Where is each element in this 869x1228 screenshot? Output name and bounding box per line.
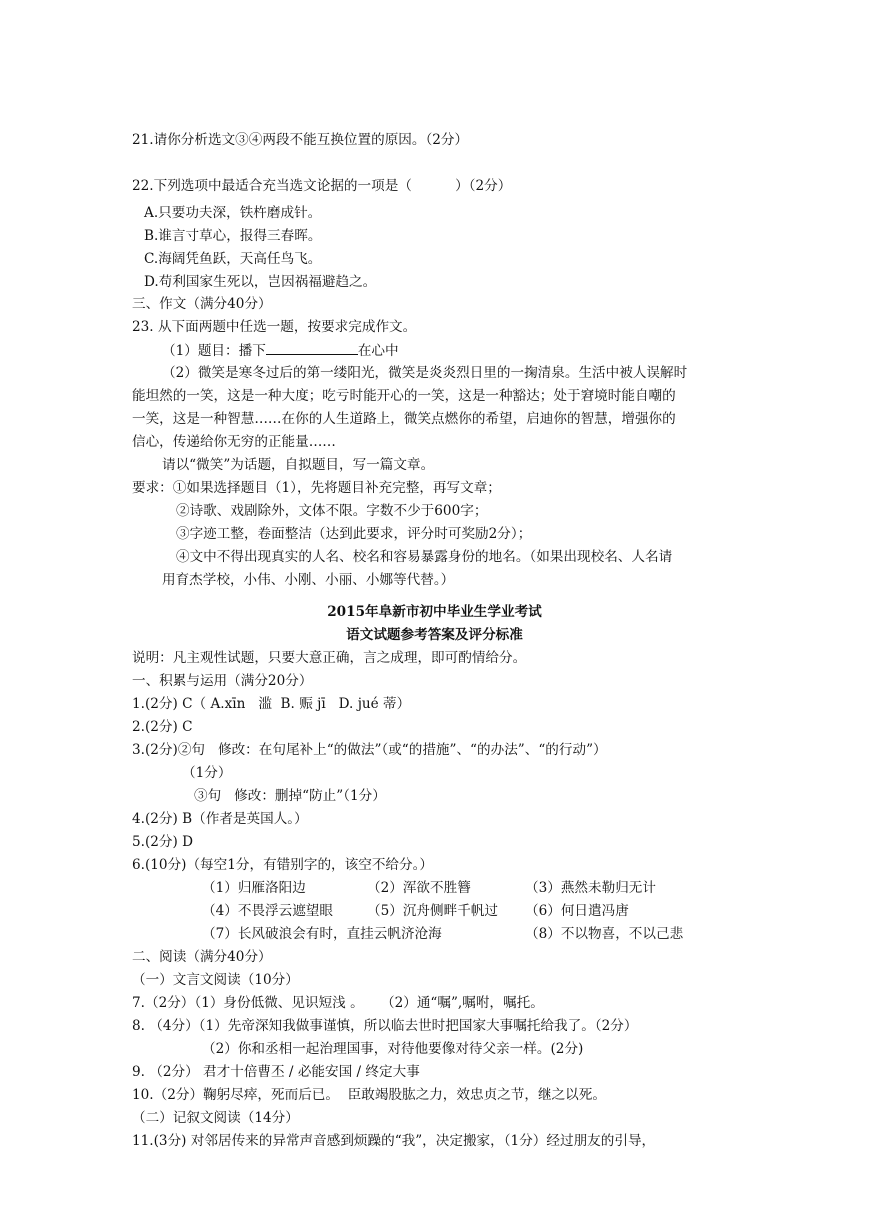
answer-6-item: （6）何日遣冯唐 (525, 903, 629, 919)
answer-2: 2.(2分) C (132, 719, 193, 735)
answer-3-score: （1分） (182, 765, 232, 781)
answer-11: 11.(3分) 对邻居传来的异常声音感到烦躁的“我”，决定搬家，（1分）经过朋友的引导， (132, 1133, 656, 1149)
answer-5: 5.(2分) D (132, 834, 194, 850)
requirement-line: ③字迹工整，卷面整洁（达到此要求，评分时可奖励2分）； (176, 526, 532, 542)
option-a: A.只要功夫深，铁杵磨成针。 (144, 205, 322, 221)
requirement-line: ④文中不得出现真实的人名、校名和容易暴露身份的地名。（如果出现校名、人名请 (176, 549, 673, 565)
part-2-heading: 二、阅读（满分40分） (132, 949, 272, 965)
answer-6-item: （5）沉舟侧畔千帆过 (367, 903, 498, 919)
option-b: B.谁言寸草心，报得三春晖。 (144, 228, 322, 244)
answer-6-item: （2）浑欲不胜簪 (367, 880, 471, 896)
essay-option-2-line: 能坦然的一笑，这是一种大度；吃亏时能开心的一笑，这是一种豁达；处于窘境时能自嘲的 (132, 388, 676, 404)
answer-6: 6.(10分)（每空1分，有错别字的，该空不给分。） (132, 857, 434, 873)
subsection-1-heading: （一）文言文阅读（10分） (132, 972, 299, 988)
requirement-line: 用育杰学校，小伟、小刚、小丽、小娜等代替。） (162, 572, 455, 588)
answer-6-item: （7）长风破浪会有时，直挂云帆济沧海 (202, 926, 442, 942)
answer-8: 8. （4分）（1）先帝深知我做事谨慎，所以临去世时把国家大事嘱托给我了。（2分） (132, 1018, 638, 1034)
option-c: C.海阔凭鱼跃，天高任鸟飞。 (144, 251, 322, 267)
essay-option-1 (162, 340, 399, 361)
section-3-heading: 三、作文（满分40分） (132, 296, 272, 312)
essay-option-1-suffix: 在心中 (357, 343, 399, 359)
scoring-note: 说明：凡主观性试题，只要大意正确，言之成理，即可酌情给分。 (132, 650, 527, 666)
answer-6-item: （4）不畏浮云遮望眼 (202, 903, 333, 919)
answer-subtitle: 语文试题参考答案及评分标准 (346, 627, 523, 643)
essay-option-1-prefix: （1）题目：播下 (162, 343, 266, 359)
answer-4: 4.(2分) B（作者是英国人。） (132, 811, 308, 827)
essay-option-2-line: （2）微笑是寒冬过后的第一缕阳光，微笑是炎炎烈日里的一掬清泉。生活中被人误解时 (162, 365, 688, 381)
answer-title: 2015年阜新市初中毕业生学业考试 (327, 604, 542, 620)
question-21: 21.请你分析选文③④两段不能互换位置的原因。（2分） (132, 132, 469, 148)
essay-option-2-line: 信心，传递给你无穷的正能量…… (132, 434, 336, 450)
answer-3: 3.(2分)②句 修改：在句尾补上“的做法”（或“的措施”、“的办法”、“的行动”） (132, 742, 607, 758)
question-23: 23. 从下面两题中任选一题，按要求完成作文。 (132, 319, 417, 335)
answer-7: 7.（2分）（1）身份低微、见识短浅 。 （2）通“嘱”,嘱咐，嘱托。 (132, 995, 544, 1011)
answer-1: 1.(2分) C（ A.xīn 滥 B. 赈 jī D. jué 蒂） (132, 696, 411, 712)
answer-3-part-2: ③句 修改：删掉“防止”（1分） (194, 788, 386, 804)
answer-6-item: （1）归雁洛阳边 (202, 880, 306, 896)
answer-8-part-2: （2）你和丞相一起治理国事，对待他要像对待父亲一样。(2分) (202, 1041, 584, 1057)
fill-blank (266, 340, 358, 355)
answer-9: 9. （2分） 君才十倍曹丕 / 必能安国 / 终定大事 (132, 1064, 420, 1080)
answer-6-item: （8）不以物喜，不以己悲 (525, 926, 684, 942)
answer-6-item: （3）燕然未勒归无计 (525, 880, 656, 896)
requirement-line: ②诗歌、戏剧除外，文体不限。字数不少于600字； (176, 503, 488, 519)
requirement-line: 要求：①如果选择题目（1），先将题目补充完整，再写文章； (132, 480, 501, 496)
option-d: D.苟利国家生死以，岂因祸福避趋之。 (144, 274, 377, 290)
essay-option-2-line: 一笑，这是一种智慧……在你的人生道路上，微笑点燃你的希望，启迪你的智慧，增强你的 (132, 411, 676, 427)
question-22: 22.下列选项中最适合充当选文论据的一项是（ ）（2分） (132, 178, 512, 194)
essay-prompt: 请以“微笑”为话题，自拟题目，写一篇文章。 (162, 457, 435, 473)
answer-10: 10.（2分）鞠躬尽瘁，死而后已。 臣敢竭股肱之力，效忠贞之节，继之以死。 (132, 1087, 606, 1103)
subsection-2-heading: （二）记叙文阅读（14分） (132, 1110, 299, 1126)
part-1-heading: 一、积累与运用（满分20分） (132, 673, 313, 689)
